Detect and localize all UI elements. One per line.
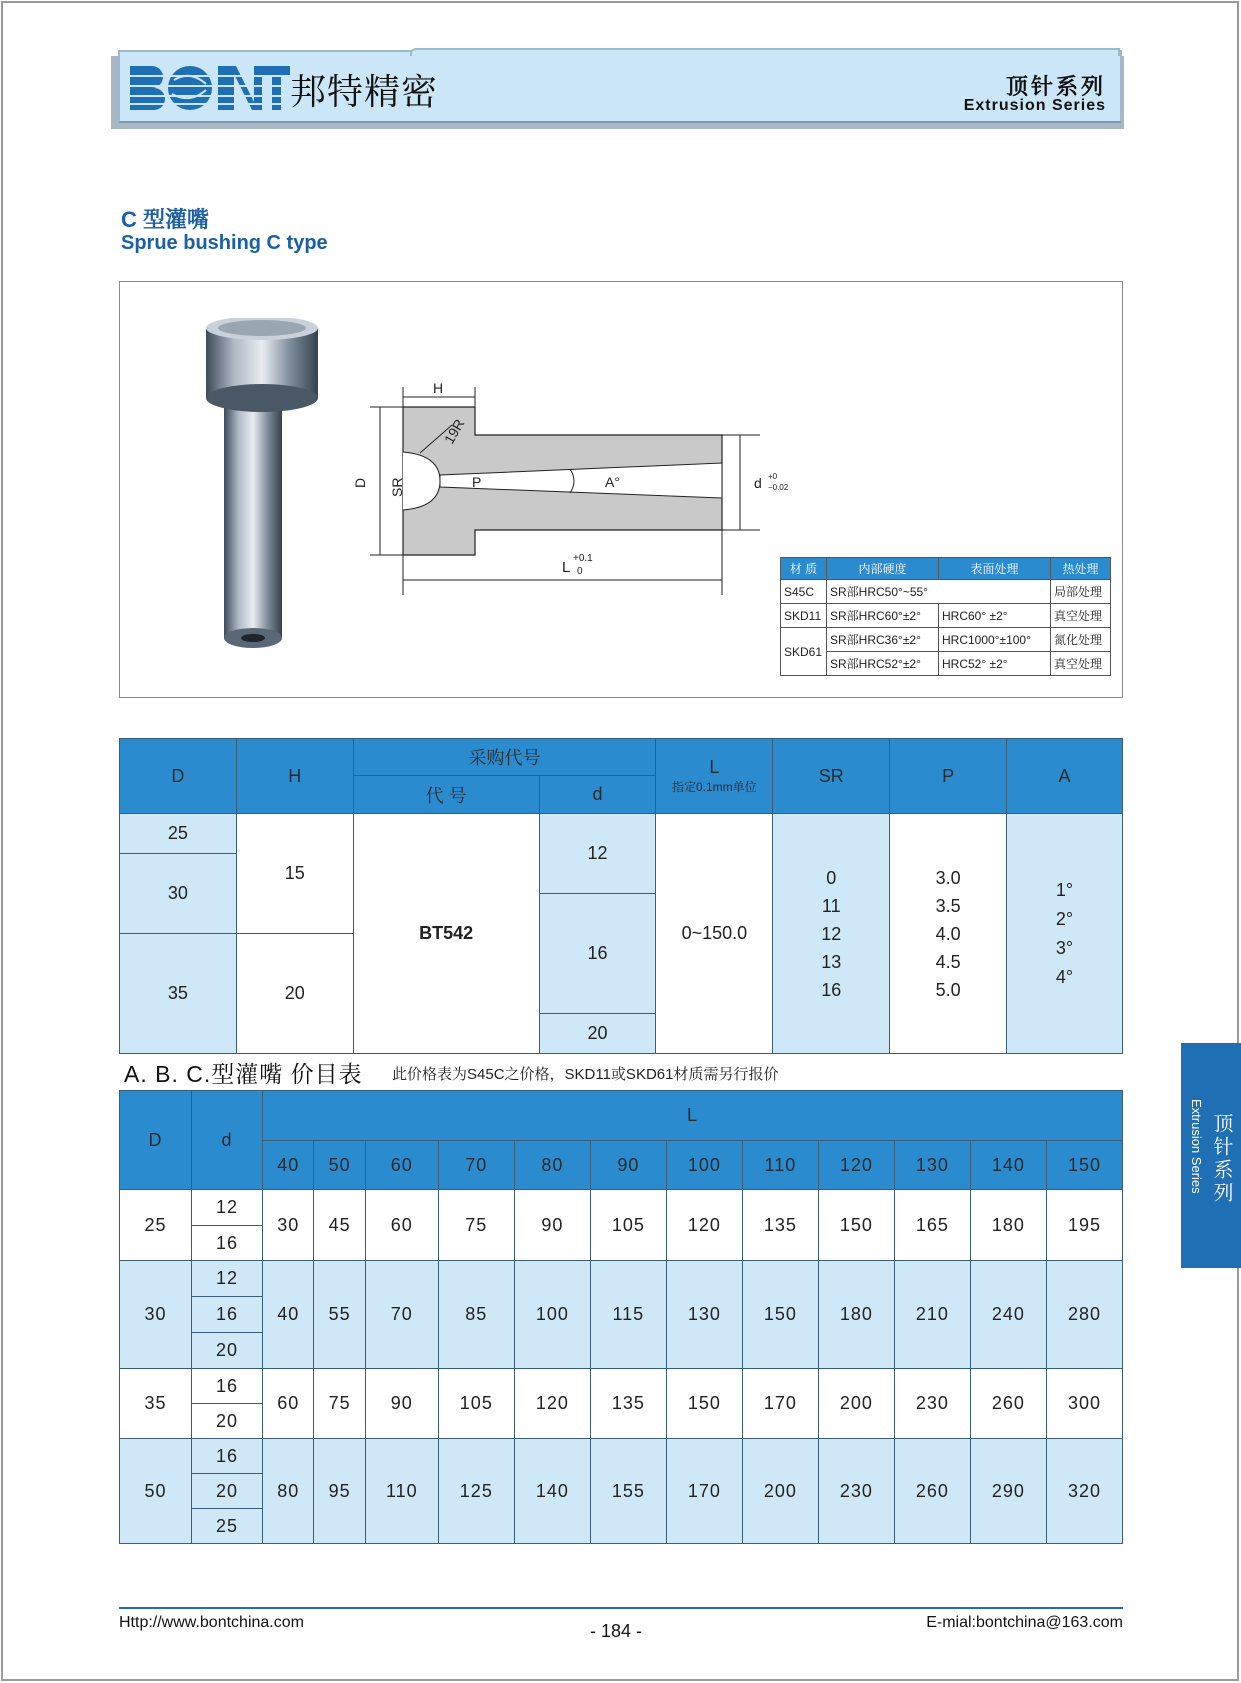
price-cell: 90 <box>365 1369 438 1439</box>
price-cell: 230 <box>894 1369 970 1439</box>
section-title-en: Sprue bushing C type <box>121 232 328 254</box>
spec-a-value: 2° <box>1055 908 1074 929</box>
price-table-title: A. B. C.型灌嘴 价目表 <box>124 1061 363 1087</box>
material-header-row <box>781 558 1111 580</box>
brand-name-cn: 邦特精密 <box>290 72 439 113</box>
material-cell: SR部HRC60°±2° <box>827 604 939 628</box>
price-d-cell: 30 <box>120 1261 192 1369</box>
dim-radius-label: 19R <box>440 416 468 447</box>
spec-d-cell: 30 <box>120 854 237 934</box>
spec-p-value: 4.0 <box>935 923 961 944</box>
table-row <box>120 1369 1123 1404</box>
price-header-length: 40 <box>263 1141 314 1190</box>
price-header-length: 50 <box>314 1141 365 1190</box>
price-cell: 115 <box>590 1261 666 1369</box>
material-cell: 局部处理 <box>1051 580 1111 604</box>
dim-sr-label: SR <box>389 477 405 497</box>
spec-header-h: H <box>236 739 353 814</box>
sprue-bushing-photo <box>200 318 325 653</box>
spec-d-small-cell: 16 <box>539 894 656 1014</box>
price-cell: 60 <box>263 1369 314 1439</box>
price-cell: 165 <box>894 1190 970 1261</box>
footer-url[interactable]: Http://www.bontchina.com <box>119 1614 304 1631</box>
price-cell: 95 <box>314 1439 365 1544</box>
price-cell: 210 <box>894 1261 970 1369</box>
price-header-l: L <box>263 1091 1123 1141</box>
price-d-small-cell: 16 <box>192 1226 263 1261</box>
spec-d-small-cell: 12 <box>539 814 656 894</box>
material-table <box>780 557 1111 676</box>
material-row <box>781 604 1111 628</box>
material-cell: SR部HRC36°±2° <box>827 628 939 652</box>
spec-a-value: 3° <box>1055 937 1074 958</box>
spec-header-purchase: 采购代号 <box>353 739 656 776</box>
material-col-header: 热处理 <box>1051 558 1111 580</box>
price-header-length: 130 <box>894 1141 970 1190</box>
price-d-small-cell: 20 <box>192 1474 263 1509</box>
spec-header-p: P <box>890 739 1007 814</box>
bont-logo <box>130 62 290 114</box>
material-cell: SR部HRC50°~55° <box>827 580 1051 604</box>
spec-h-cell: 15 <box>236 814 353 934</box>
spec-sr-value: 13 <box>821 951 842 972</box>
spec-p-value: 3.5 <box>935 895 961 916</box>
spec-d-cell: 25 <box>120 814 237 854</box>
price-cell: 40 <box>263 1261 314 1369</box>
section-title-cn: C 型灌嘴 <box>121 207 210 232</box>
price-cell: 45 <box>314 1190 365 1261</box>
material-cell: 氮化处理 <box>1051 628 1111 652</box>
price-d-small-cell: 25 <box>192 1509 263 1544</box>
price-cell: 170 <box>666 1439 742 1544</box>
material-row <box>781 628 1111 652</box>
price-cell: 170 <box>742 1369 818 1439</box>
price-d-small-cell: 16 <box>192 1297 263 1333</box>
price-cell: 260 <box>970 1369 1046 1439</box>
footer-line <box>119 1607 1123 1609</box>
spec-header-d: D <box>120 739 237 814</box>
dim-a-label: A° <box>605 474 620 490</box>
price-table <box>119 1090 1123 1544</box>
price-cell: 75 <box>314 1369 365 1439</box>
table-row <box>120 1439 1123 1474</box>
dim-d-tol-top: +0 <box>768 472 778 481</box>
material-cell: SKD11 <box>781 604 827 628</box>
dim-h-label: H <box>433 380 444 396</box>
price-cell: 130 <box>666 1261 742 1369</box>
price-d-cell: 50 <box>120 1439 192 1544</box>
material-cell: 真空处理 <box>1051 652 1111 676</box>
spec-header-l <box>656 739 773 814</box>
material-col-header: 表面处理 <box>939 558 1051 580</box>
price-cell: 100 <box>514 1261 590 1369</box>
price-cell: 75 <box>438 1190 514 1261</box>
price-cell: 280 <box>1046 1261 1122 1369</box>
spec-sr-value: 0 <box>826 867 837 888</box>
price-cell: 180 <box>970 1190 1046 1261</box>
price-header-length: 150 <box>1046 1141 1122 1190</box>
material-cell: S45C <box>781 580 827 604</box>
price-d-cell: 35 <box>120 1369 192 1439</box>
spec-table <box>119 738 1123 1054</box>
spec-header-code: 代 号 <box>353 776 539 814</box>
price-header-d: D <box>120 1091 192 1190</box>
material-col-header: 内部硬度 <box>827 558 939 580</box>
material-row <box>781 580 1111 604</box>
spec-header-l-note: 指定0.1mm单位 <box>672 780 757 794</box>
price-cell: 320 <box>1046 1439 1122 1544</box>
price-cell: 135 <box>590 1369 666 1439</box>
price-d-small-cell: 20 <box>192 1333 263 1369</box>
dim-l-label: L <box>562 559 571 576</box>
spec-sr-value: 11 <box>821 895 841 916</box>
spec-a-value: 4° <box>1055 966 1074 987</box>
price-header-length: 90 <box>590 1141 666 1190</box>
price-cell: 140 <box>514 1439 590 1544</box>
material-col-header: 材 质 <box>781 558 827 580</box>
price-cell: 230 <box>818 1439 894 1544</box>
series-title-en: Extrusion Series <box>963 97 1106 114</box>
footer-email[interactable]: E-mial:bontchina@163.com <box>926 1614 1123 1631</box>
price-header-length: 80 <box>514 1141 590 1190</box>
price-cell: 120 <box>666 1190 742 1261</box>
cross-section-drawing <box>340 375 800 600</box>
dim-l-tol-top: +0.1 <box>573 553 593 564</box>
material-row <box>781 652 1111 676</box>
price-cell: 195 <box>1046 1190 1122 1261</box>
side-tab-en: Extrusion Series <box>1189 1099 1204 1194</box>
price-header-length: 70 <box>438 1141 514 1190</box>
price-table-note: 此价格表为S45C之价格，SKD11或SKD61材质需另行报价 <box>392 1066 779 1083</box>
price-cell: 180 <box>818 1261 894 1369</box>
price-d-cell: 25 <box>120 1190 192 1261</box>
page-number: - 184 - <box>590 1621 643 1641</box>
dim-d-small-label: d <box>754 475 762 491</box>
spec-code-cell: BT542 <box>353 814 539 1054</box>
price-cell: 120 <box>514 1369 590 1439</box>
spec-header-d-small: d <box>539 776 656 814</box>
spec-l-cell: 0~150.0 <box>656 814 773 1054</box>
spec-h-cell: 20 <box>236 934 353 1054</box>
price-header-length: 140 <box>970 1141 1046 1190</box>
price-cell: 105 <box>438 1369 514 1439</box>
price-header-length: 120 <box>818 1141 894 1190</box>
spec-a-cell <box>1007 814 1123 1054</box>
material-cell: 真空处理 <box>1051 604 1111 628</box>
price-cell: 105 <box>590 1190 666 1261</box>
price-cell: 200 <box>818 1369 894 1439</box>
price-d-small-cell: 20 <box>192 1404 263 1439</box>
price-d-small-cell: 16 <box>192 1439 263 1474</box>
price-cell: 60 <box>365 1190 438 1261</box>
side-tab <box>1181 1043 1241 1268</box>
price-cell: 70 <box>365 1261 438 1369</box>
spec-p-value: 5.0 <box>935 979 961 1000</box>
spec-d-cell: 35 <box>120 934 237 1054</box>
price-cell: 260 <box>894 1439 970 1544</box>
header-tab <box>410 48 1120 56</box>
price-cell: 80 <box>263 1439 314 1544</box>
price-cell: 150 <box>818 1190 894 1261</box>
spec-sr-value: 16 <box>821 979 842 1000</box>
spec-sr-value: 12 <box>821 923 842 944</box>
spec-header-l-title: L <box>709 757 720 777</box>
series-title-cn: 顶针系列 <box>1005 74 1106 99</box>
price-header-length: 60 <box>365 1141 438 1190</box>
material-cell: HRC1000°±100° <box>939 628 1051 652</box>
price-cell: 300 <box>1046 1369 1122 1439</box>
price-header-length: 100 <box>666 1141 742 1190</box>
dim-l-tol-bottom: 0 <box>577 566 583 577</box>
price-header-d-small: d <box>192 1091 263 1190</box>
price-cell: 150 <box>742 1261 818 1369</box>
price-cell: 240 <box>970 1261 1046 1369</box>
spec-a-value: 1° <box>1055 879 1074 900</box>
material-cell: SKD61 <box>781 628 827 676</box>
price-cell: 55 <box>314 1261 365 1369</box>
dim-p-label: P <box>472 474 482 490</box>
price-cell: 90 <box>514 1190 590 1261</box>
price-cell: 290 <box>970 1439 1046 1544</box>
dim-d-big-label: D <box>352 477 368 488</box>
price-header-length: 110 <box>742 1141 818 1190</box>
price-d-small-cell: 12 <box>192 1261 263 1297</box>
price-cell: 30 <box>263 1190 314 1261</box>
table-row <box>120 1261 1123 1297</box>
price-cell: 150 <box>666 1369 742 1439</box>
material-cell: HRC52° ±2° <box>939 652 1051 676</box>
spec-header-a: A <box>1007 739 1123 814</box>
spec-sr-cell <box>773 814 890 1054</box>
material-cell: SR部HRC52°±2° <box>827 652 939 676</box>
material-cell: HRC60° ±2° <box>939 604 1051 628</box>
price-d-small-cell: 16 <box>192 1369 263 1404</box>
spec-p-value: 3.0 <box>935 867 961 888</box>
price-cell: 135 <box>742 1190 818 1261</box>
price-cell: 200 <box>742 1439 818 1544</box>
table-row <box>120 1190 1123 1226</box>
spec-d-small-cell: 20 <box>539 1014 656 1054</box>
spec-header-sr: SR <box>773 739 890 814</box>
price-cell: 110 <box>365 1439 438 1544</box>
side-tab-cn: 顶针系列 <box>1210 1113 1232 1205</box>
price-cell: 125 <box>438 1439 514 1544</box>
spec-p-value: 4.5 <box>935 951 961 972</box>
spec-p-cell <box>890 814 1007 1054</box>
price-cell: 155 <box>590 1439 666 1544</box>
price-cell: 85 <box>438 1261 514 1369</box>
dim-d-tol-bottom: −0.02 <box>768 483 789 492</box>
price-d-small-cell: 12 <box>192 1190 263 1226</box>
